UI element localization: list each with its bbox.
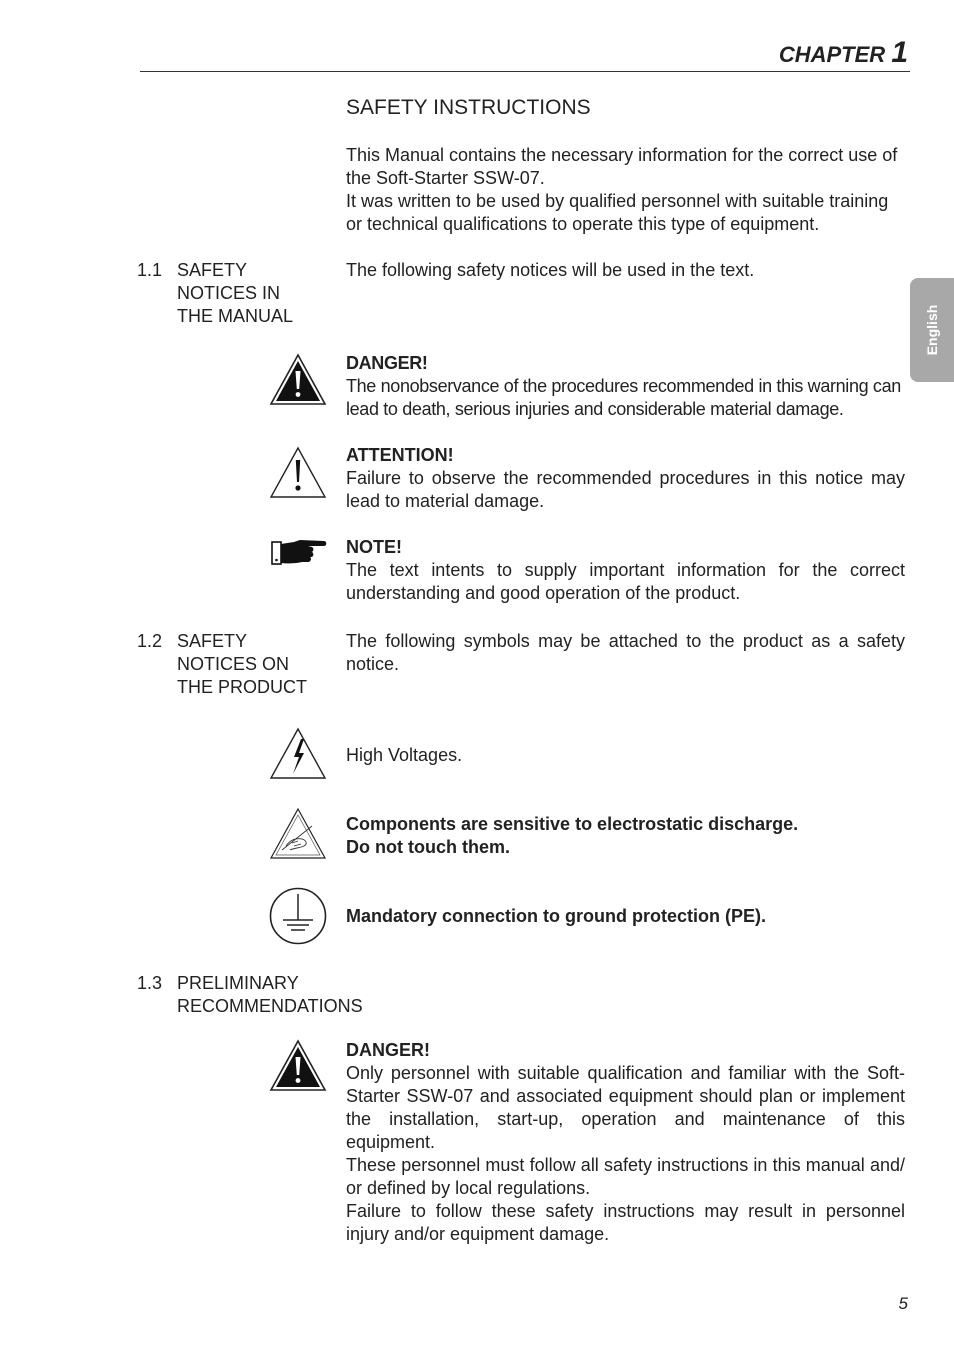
attention-icon xyxy=(268,444,328,500)
section-1-2-title-line: THE PRODUCT xyxy=(177,677,307,697)
section-1-3-number: 1.3 xyxy=(137,973,163,993)
chapter-heading xyxy=(779,36,908,70)
header-rule xyxy=(140,71,910,72)
danger-notice xyxy=(346,352,905,421)
section-1-3-title-line: PRELIMINARY xyxy=(177,973,299,993)
section-1-2-title-line: NOTICES ON xyxy=(177,654,290,674)
section-1-1-text: The following safety notices will be used in the text. xyxy=(346,260,755,280)
high-voltage-icon xyxy=(268,726,328,782)
danger-text: The nonobservance of the procedures recommended in this warning can lead to death, serious injuries and considerable material damage. xyxy=(346,376,901,419)
section-1-1-title-line: NOTICES IN xyxy=(177,283,281,303)
attention-notice xyxy=(346,444,905,513)
preliminary-paragraph: Failure to follow these safety instructions may result in personnel injury and/or equipment damage. xyxy=(346,1201,905,1244)
section-1-3-title-line: RECOMMENDATIONS xyxy=(177,996,363,1016)
note-hand-icon xyxy=(268,532,328,588)
danger-heading: DANGER! xyxy=(346,353,428,373)
intro-line-1: This Manual contains the necessary information for the correct use of the Soft-Starter SSW-07. xyxy=(346,145,898,188)
note-heading: NOTE! xyxy=(346,537,402,557)
language-tab-label: English xyxy=(924,304,940,356)
danger-icon xyxy=(268,352,328,408)
note-text: The text intents to supply important information for the correct understanding and good operation of the product. xyxy=(346,560,905,603)
section-1-1-title-line: THE MANUAL xyxy=(177,306,294,326)
preliminary-danger-notice xyxy=(346,1039,905,1246)
section-1-2-paragraph: The following symbols may be attached to the product as a safety notice. xyxy=(346,631,905,674)
intro-paragraph xyxy=(346,144,905,236)
attention-heading: ATTENTION! xyxy=(346,445,454,465)
page-number: 5 xyxy=(898,1294,908,1313)
esd-text xyxy=(346,813,905,859)
section-1-1-title-line: SAFETY xyxy=(177,260,248,280)
note-notice xyxy=(346,536,905,605)
attention-text: Failure to observe the recommended procedures in this notice may lead to material damage. xyxy=(346,468,905,511)
preliminary-danger-heading: DANGER! xyxy=(346,1040,430,1060)
section-1-2-title-line: SAFETY xyxy=(177,631,248,651)
high-voltage-text: High Voltages. xyxy=(346,745,463,765)
chapter-label: CHAPTER xyxy=(778,42,886,67)
page-title: SAFETY INSTRUCTIONS xyxy=(346,96,591,119)
section-1-2-text xyxy=(346,630,905,676)
section-1-2-number: 1.2 xyxy=(137,631,163,651)
preliminary-paragraph: These personnel must follow all safety instructions in this manual and/ or defined by local regulations. xyxy=(346,1155,905,1198)
section-1-1-number: 1.1 xyxy=(137,260,163,280)
esd-line: Do not touch them. xyxy=(346,837,510,857)
danger-icon xyxy=(268,1038,328,1094)
esd-icon xyxy=(268,806,328,862)
ground-icon xyxy=(268,886,328,942)
esd-line: Components are sensitive to electrostatic discharge. xyxy=(346,814,799,834)
chapter-number: 1 xyxy=(891,36,908,69)
section-1-3-title xyxy=(177,972,377,1018)
preliminary-paragraph: Only personnel with suitable qualification and familiar with the Soft-Starter SSW-07 and associated equipment should plan or implement the installation, start-up, operation and maintenance of this equipment. xyxy=(346,1063,905,1152)
intro-line-2: It was written to be used by qualified personnel with suitable training or technical qualifications to operate this type of equipment. xyxy=(346,191,889,234)
ground-text: Mandatory connection to ground protection (PE). xyxy=(346,906,766,926)
language-tab[interactable] xyxy=(910,278,954,382)
